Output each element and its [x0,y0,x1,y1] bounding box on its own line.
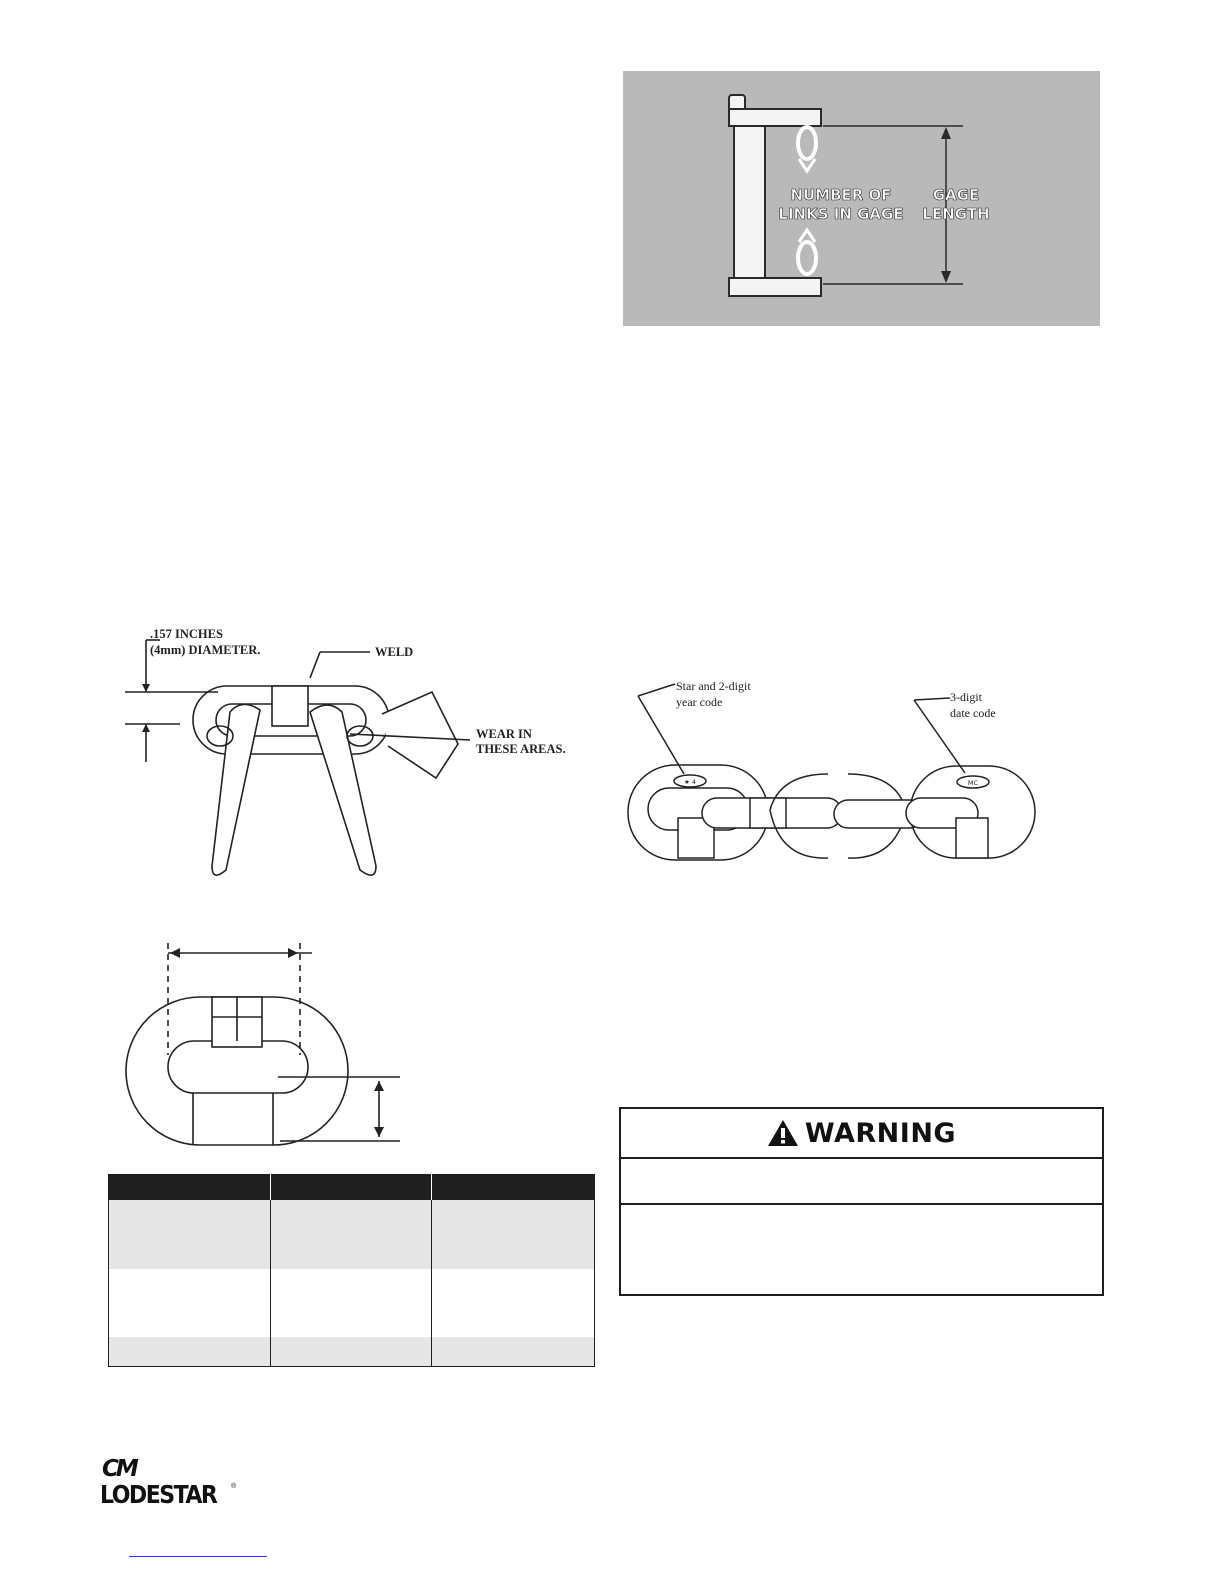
length-label-line1: GAGE [932,186,980,204]
cm-lodestar-logo [100,1456,240,1516]
gage-length-illustration [623,71,1100,326]
links-label-line2: LINKS IN GAGE [778,205,904,223]
wear-label-line2: THESE AREAS. [476,742,566,756]
gage-length-figure [623,71,1100,326]
right-code-mark: MC [967,779,979,787]
logo-registered-mark: ® [231,1483,237,1490]
table-header-cell-3 [432,1175,595,1201]
logo-cm-mark: CM [102,1456,136,1482]
gage-top-jaw [729,109,821,126]
weld-label: WELD [375,645,414,659]
date-code-figure [620,670,1050,870]
link-wear-figure [120,620,590,885]
table-header-cell-2 [270,1175,432,1201]
warning-triangle-icon [767,1119,799,1147]
diameter-label-line1: .157 INCHES [150,627,223,641]
warning-box [619,1107,1104,1296]
diameter-label-line2: (4mm) DIAMETER. [150,643,261,657]
wear-label-line1: WEAR IN [476,727,532,741]
table-header-row [109,1175,595,1201]
footer-link-underline[interactable] [129,1556,267,1557]
link-dimension-figure [120,935,420,1150]
gage-frame-post [734,109,765,289]
table-row [109,1269,595,1337]
weld-band [272,686,308,726]
length-label-line2: LENGTH [922,205,990,223]
link-dimension-illustration [120,935,420,1150]
right-code-label-line1: 3-digit [950,690,982,704]
table-row [109,1200,595,1269]
link-wear-illustration [120,620,590,885]
left-code-label-line2: year code [676,695,723,709]
date-code-illustration [620,670,1050,870]
left-code-label-line1: Star and 2-digit [676,679,751,693]
warning-title: WARNING [804,1117,957,1149]
warning-row [621,1159,1102,1205]
links-label-line1: NUMBER OF [790,186,892,204]
table-header-cell-1 [109,1175,271,1201]
right-code-label-line2: date code [950,706,996,720]
gage-bottom-jaw [729,278,821,296]
left-code-mark: ★ 4 [683,778,697,786]
warning-header [621,1109,1102,1159]
logo-wordmark: LODESTAR [100,1481,217,1510]
chain-spec-table [108,1174,595,1367]
table-row [109,1337,595,1367]
